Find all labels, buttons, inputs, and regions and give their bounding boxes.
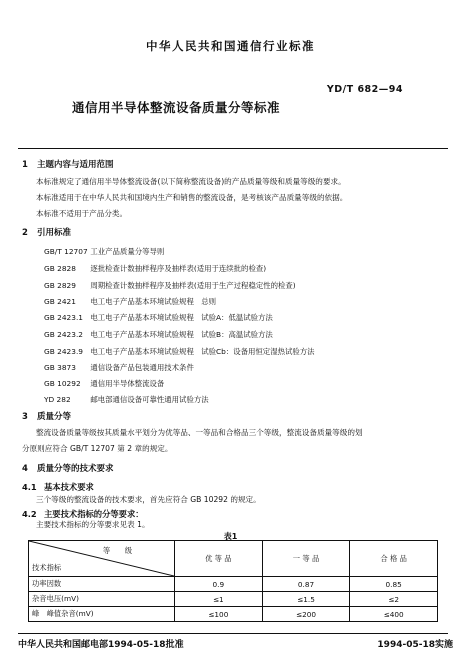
- cell-value: 0.9: [175, 577, 263, 592]
- table-1: [28, 540, 438, 622]
- section-1-heading: [22, 158, 113, 170]
- section-3-para-2: 分原则应符合 GB/T 12707 第 2 章的规定。: [22, 444, 173, 453]
- reference-title: 逐批检查计数抽样程序及抽样表(适用于连续批的检查): [90, 264, 267, 273]
- reference-title: 邮电部通信设备可靠性通用试验方法: [90, 395, 209, 404]
- implementation-date: 1994-05-18实施: [377, 640, 453, 650]
- approval-statement: 中华人民共和国邮电部1994-05-18批准: [18, 640, 184, 650]
- section-3-para-1: 整流设备质量等级按其质量水平划分为优等品、一等品和合格品三个等级，整流设备质量等级的划: [36, 428, 363, 437]
- reference-code: GB/T 12707: [44, 247, 88, 256]
- standard-code: YD/T 682—94: [326, 84, 403, 95]
- reference-code: YD 282: [44, 395, 71, 404]
- section-1-number: 1: [22, 160, 28, 170]
- cell-value: 0.87: [262, 577, 350, 592]
- table-row: [29, 607, 438, 622]
- cell-value: 0.85: [350, 577, 438, 592]
- section-1-para-3: 本标准不适用于产品分类。: [36, 209, 128, 218]
- cell-value: ≤400: [350, 607, 438, 622]
- reference-title: 通信设备产品包装通用技术条件: [90, 363, 194, 372]
- section-4-title: 质量分等的技术要求: [36, 464, 114, 474]
- reference-code: GB 2829: [44, 281, 76, 290]
- header-grade-label: 等 级: [102, 546, 132, 555]
- section-3-title: 质量分等: [36, 412, 71, 422]
- header-item-label: 技术指标: [32, 563, 62, 572]
- reference-item: [44, 312, 273, 323]
- cell-value: ≤2: [350, 592, 438, 607]
- cell-value: ≤200: [262, 607, 350, 622]
- section-2-number: 2: [22, 228, 28, 238]
- cell-value: ≤1: [175, 592, 263, 607]
- reference-item: [44, 378, 164, 389]
- section-1-para-1: 本标准规定了通信用半导体整流设备(以下简称整流设备)的产品质量等级和质量等级的要求。: [36, 177, 346, 186]
- subsection-4-2-number: 4.2: [22, 509, 37, 519]
- section-4-heading: [22, 462, 113, 474]
- reference-item: [44, 296, 216, 307]
- reference-title: 通信用半导体整流设备: [90, 379, 165, 388]
- table-diagonal-header-cell: [29, 541, 175, 577]
- reference-code: GB 2423.9: [44, 347, 84, 356]
- cell-value: ≤1.5: [262, 592, 350, 607]
- table-row: [29, 577, 438, 592]
- reference-code: GB 2421: [44, 297, 76, 306]
- subsection-4-2-text: 主要技术指标的分等要求见表 1。: [36, 520, 150, 529]
- reference-item: [44, 263, 266, 274]
- column-header-qualified: 合 格 品: [350, 541, 438, 577]
- table-header-row: [29, 541, 438, 577]
- row-label: 功率因数: [29, 577, 175, 592]
- reference-code: GB 2423.1: [44, 313, 84, 322]
- section-3-number: 3: [22, 412, 28, 422]
- reference-code: GB 2423.2: [44, 330, 84, 339]
- subsection-4-1-title: 基本技术要求: [44, 482, 94, 492]
- section-3-heading: [22, 410, 71, 422]
- column-header-first-grade: 一 等 品: [262, 541, 350, 577]
- reference-title: 电工电子产品基本环境试验规程 试验B：高温试验方法: [90, 330, 273, 339]
- top-divider: [18, 148, 448, 149]
- document-title: 通信用半导体整流设备质量分等标准: [72, 100, 281, 115]
- reference-code: GB 2828: [44, 264, 76, 273]
- reference-item: [44, 362, 194, 373]
- subsection-4-1-text: 三个等级的整流设备的技术要求，首先应符合 GB 10292 的规定。: [36, 495, 261, 504]
- section-4-number: 4: [22, 464, 28, 474]
- reference-item: [44, 394, 209, 405]
- cell-value: ≤100: [175, 607, 263, 622]
- table-1-title: 表1: [223, 532, 238, 541]
- reference-title: 电工电子产品基本环境试验规程 试验Cb：设备用恒定湿热试验方法: [90, 347, 315, 356]
- row-label: 杂音电压(mV): [29, 592, 175, 607]
- reference-title: 电工电子产品基本环境试验规程 总则: [90, 297, 217, 306]
- subsection-4-1-heading: [22, 481, 94, 493]
- section-2-heading: [22, 226, 71, 238]
- reference-item: [44, 246, 164, 257]
- bottom-divider: [18, 633, 448, 634]
- reference-item: [44, 329, 273, 340]
- reference-title: 周期检查计数抽样程序及抽样表(适用于生产过程稳定性的检查): [90, 281, 296, 290]
- standard-agency-header: 中华人民共和国通信行业标准: [146, 39, 315, 53]
- reference-title: 工业产品质量分等导则: [90, 247, 165, 256]
- row-label: 峰 峰值杂音(mV): [29, 607, 175, 622]
- section-1-para-2: 本标准适用于在中华人民共和国境内生产和销售的整流设备，是考核该产品质量等级的依据。: [36, 193, 348, 202]
- reference-code: GB 10292: [44, 379, 81, 388]
- subsection-4-1-number: 4.1: [22, 482, 37, 492]
- table-row: [29, 592, 438, 607]
- reference-code: GB 3873: [44, 363, 76, 372]
- reference-item: [44, 280, 296, 291]
- section-2-title: 引用标准: [36, 228, 71, 238]
- section-1-title: 主题内容与适用范围: [36, 160, 114, 170]
- column-header-premium: 优 等 品: [175, 541, 263, 577]
- reference-item: [44, 346, 315, 357]
- subsection-4-2-title: 主要技术指标的分等要求：: [44, 509, 144, 519]
- reference-title: 电工电子产品基本环境试验规程 试验A：低温试验方法: [90, 313, 273, 322]
